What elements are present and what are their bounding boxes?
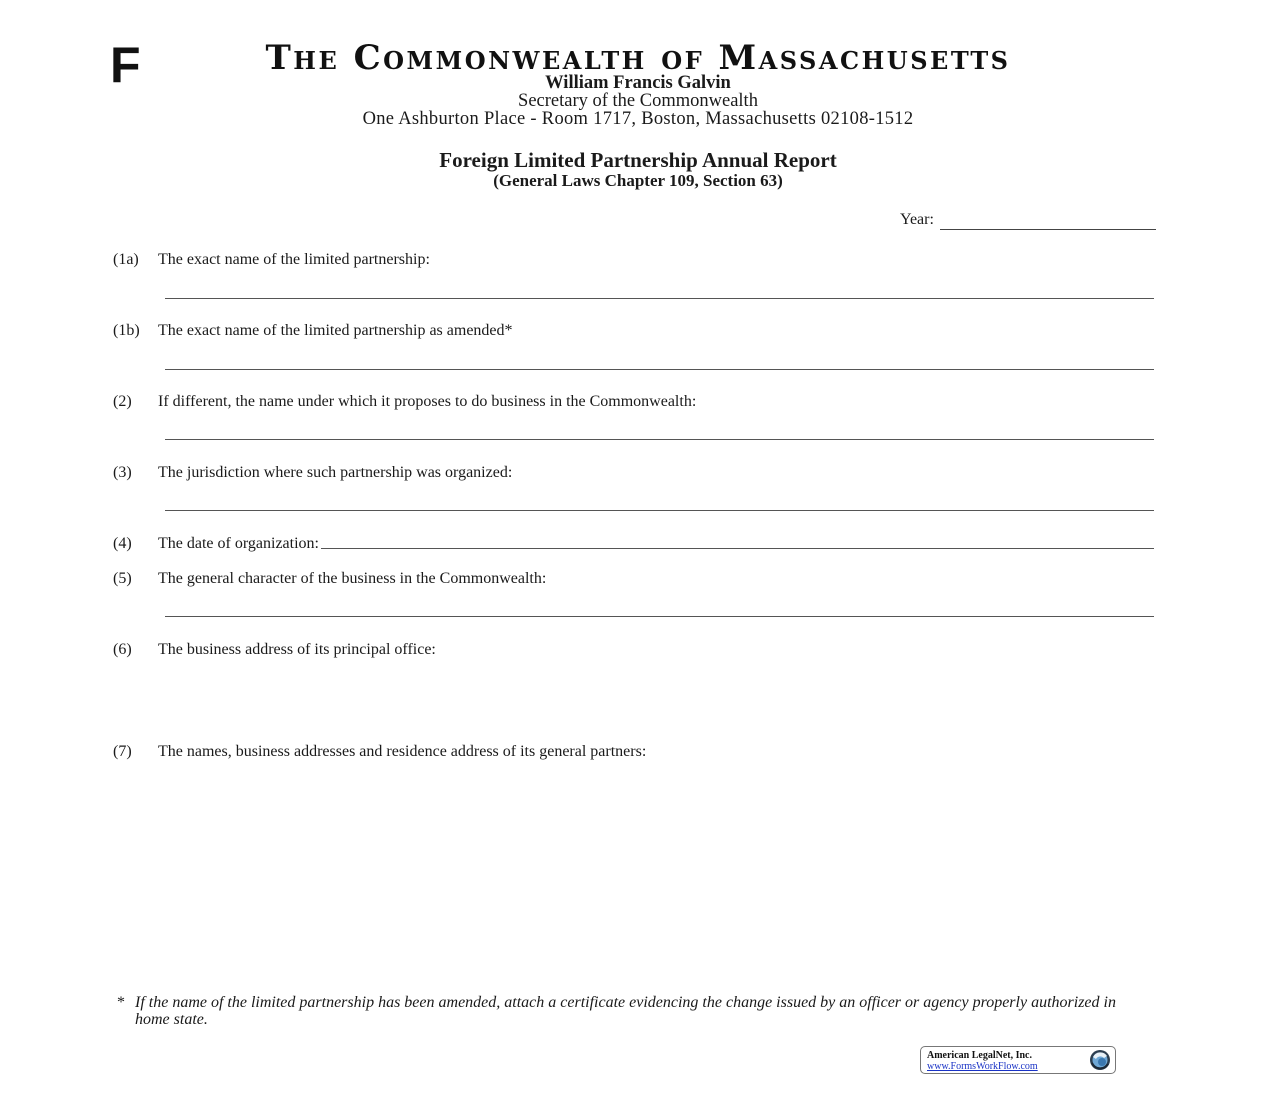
item-2 — [113, 392, 696, 412]
item-number: (7) — [113, 743, 132, 760]
item-number: (6) — [113, 641, 132, 658]
item-label: The exact name of the limited partnership as amended* — [158, 322, 513, 339]
item-label: The jurisdiction where such partnership was organized: — [158, 464, 513, 481]
amended-name-input[interactable] — [165, 369, 1154, 370]
footnote — [117, 994, 1127, 1028]
business-character-input[interactable] — [165, 616, 1154, 617]
jurisdiction-input[interactable] — [165, 510, 1154, 511]
item-1b — [113, 321, 513, 341]
office-address: One Ashburton Place - Room 1717, Boston, Massachusetts 02108-1512 — [362, 109, 914, 129]
secretary-name: William Francis Galvin — [545, 73, 731, 93]
badge-company-name: American LegalNet, Inc. — [927, 1050, 1032, 1061]
item-label: The general character of the business in the Commonwealth: — [158, 570, 547, 587]
item-number: (4) — [113, 535, 132, 552]
partnership-name-input[interactable] — [165, 298, 1154, 299]
year-input[interactable] — [940, 214, 1156, 230]
item-1a — [113, 250, 430, 270]
form-title: Foreign Limited Partnership Annual Report — [439, 148, 837, 172]
footnote-marker: * — [117, 994, 125, 1011]
year-label: Year: — [900, 211, 934, 228]
item-number: (1b) — [113, 322, 140, 339]
year-field-row — [900, 210, 1156, 230]
commonwealth-heading: The Commonwealth of Massachusetts — [265, 38, 1011, 78]
item-label: The exact name of the limited partnership: — [158, 251, 430, 268]
item-7 — [113, 742, 646, 762]
form-letter-mark: F — [110, 37, 141, 93]
item-5 — [113, 569, 546, 589]
secretary-title: Secretary of the Commonwealth — [518, 91, 758, 111]
business-name-input[interactable] — [165, 439, 1154, 440]
item-label: The date of organization: — [158, 535, 319, 552]
globe-swirl-icon — [1089, 1049, 1111, 1071]
item-number: (2) — [113, 393, 132, 410]
footnote-text: If the name of the limited partnership has been amended, attach a certificate evidencing the change issued by an officer or agency properly authorized in home state. — [135, 994, 1116, 1028]
form-subtitle: (General Laws Chapter 109, Section 63) — [493, 171, 783, 190]
item-label: The business address of its principal office: — [158, 641, 436, 658]
item-number: (3) — [113, 464, 132, 481]
item-label: If different, the name under which it proposes to do business in the Commonwealth: — [158, 393, 697, 410]
organization-date-input[interactable] — [321, 534, 1154, 549]
principal-office-address-area[interactable] — [158, 664, 1154, 734]
badge-website-link[interactable]: www.FormsWorkFlow.com — [927, 1061, 1038, 1072]
item-4 — [113, 534, 1154, 554]
item-label: The names, business addresses and residence address of its general partners: — [158, 743, 647, 760]
item-number: (5) — [113, 570, 132, 587]
item-3 — [113, 463, 512, 483]
item-number: (1a) — [113, 251, 139, 268]
general-partners-area[interactable] — [158, 766, 1154, 976]
american-legalnet-badge — [920, 1046, 1116, 1074]
item-6 — [113, 640, 436, 660]
